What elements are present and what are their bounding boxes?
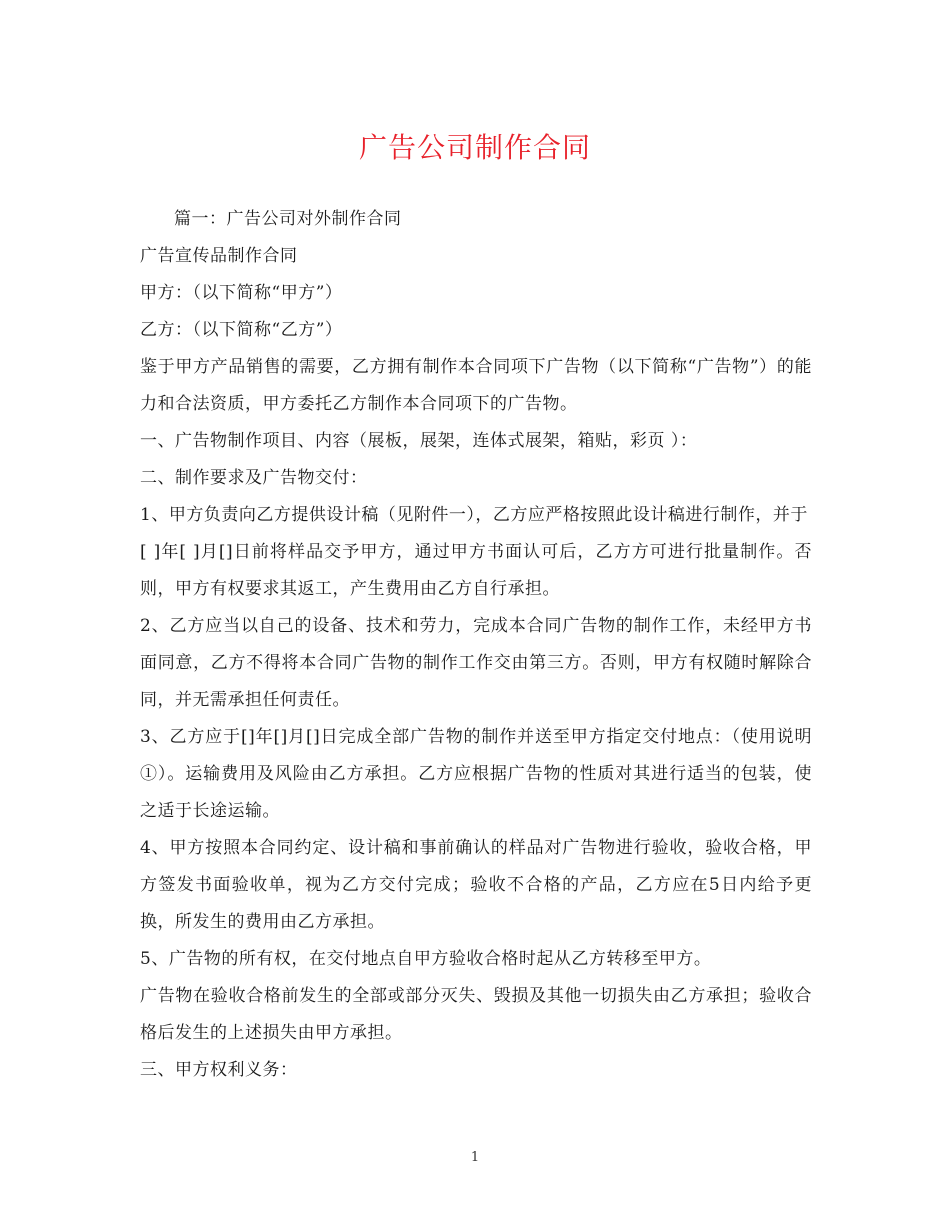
clause-2-2: 2、乙方应当以自己的设备、技术和劳力，完成本合同广告物的制作工作，未经甲方书面同意，乙方不得将本合同广告物的制作工作交由第三方。否则，甲方有权随时解除合同，并无需承担任何责任。	[140, 616, 812, 710]
clause-two-heading: 二、制作要求及广告物交付：	[140, 468, 368, 488]
clause-2-5: 5、广告物的所有权，在交付地点自甲方验收合格时起从乙方转移至甲方。	[140, 949, 712, 969]
party-a-line: 甲方：（以下简称“甲方”）	[140, 283, 343, 303]
document-title: 广告公司制作合同	[358, 131, 591, 164]
clause-2-1-continued: [ ]年[ ]月[]日前将样品交予甲方，通过甲方书面认可后，乙方方可进行批量制作。否则，甲方有权要求其返工，产生费用由乙方自行承担。	[140, 542, 812, 599]
clause-2-4: 4、甲方按照本合同约定、设计稿和事前确认的样品对广告物进行验收，验收合格，甲方签发书面验收单，视为乙方交付完成；验收不合格的产品，乙方应在5日内给予更换，所发生的费用由乙方承担。	[140, 838, 812, 932]
party-b-line: 乙方：（以下简称“乙方”）	[140, 320, 343, 340]
clause-2-3: 3、乙方应于[]年[]月[]日完成全部广告物的制作并送至甲方指定交付地点：（使用说明①）。运输费用及风险由乙方承担。乙方应根据广告物的性质对其进行适当的包装，使之适于长途运输。	[140, 727, 812, 821]
clause-2-1: 1、甲方负责向乙方提供设计稿（见附件一），乙方应严格按照此设计稿进行制作，并于	[140, 505, 808, 525]
preamble-paragraph: 鉴于甲方产品销售的需要，乙方拥有制作本合同项下广告物（以下简称“广告物”）的能力和合法资质，甲方委托乙方制作本合同项下的广告物。	[140, 357, 812, 414]
section-heading: 篇一：广告公司对外制作合同	[174, 209, 402, 229]
clause-2-5-continued: 广告物在验收合格前发生的全部或部分灭失、毁损及其他一切损失由乙方承担；验收合格后发生的上述损失由甲方承担。	[140, 986, 812, 1043]
clause-one-heading: 一、广告物制作项目、内容（展板，展架，连体式展架，箱贴，彩页 ）：	[140, 431, 698, 451]
document-body	[140, 201, 812, 1089]
contract-name: 广告宣传品制作合同	[140, 246, 298, 266]
page-number: 1	[470, 1150, 480, 1165]
clause-three-heading: 三、甲方权利义务：	[140, 1060, 298, 1080]
